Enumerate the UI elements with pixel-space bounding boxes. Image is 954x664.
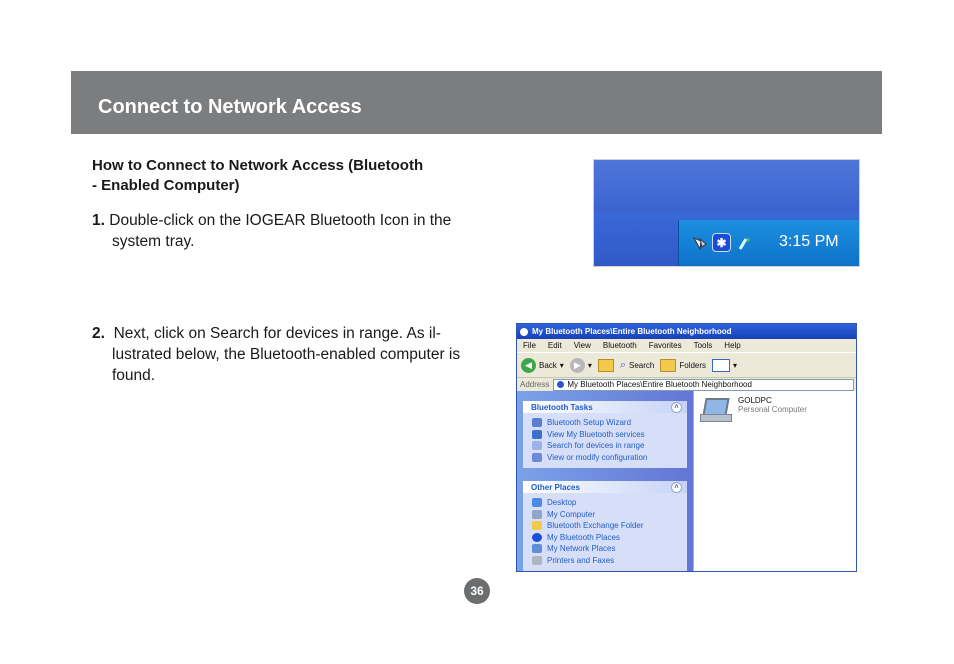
other-places-panel: [523, 481, 687, 571]
task-view-configuration[interactable]: [523, 452, 687, 464]
header-bar: [71, 71, 882, 134]
place-label: My Network Places: [547, 544, 616, 554]
address-input[interactable]: [553, 379, 854, 391]
place-network-places[interactable]: [523, 543, 687, 555]
task-view-services[interactable]: [523, 429, 687, 441]
task-label: View My Bluetooth services: [547, 429, 645, 439]
back-button[interactable]: [521, 358, 564, 373]
forward-arrow-icon: ▶: [570, 358, 585, 373]
menu-favorites[interactable]: Favorites: [648, 341, 682, 350]
folders-icon: [660, 359, 676, 372]
bluetooth-places-icon: [520, 328, 528, 336]
window-title: My Bluetooth Places\Entire Bluetooth Neighborhood: [532, 327, 732, 336]
section-subheading: [92, 156, 482, 196]
place-exchange-folder[interactable]: [523, 520, 687, 532]
toolbar: [517, 352, 856, 377]
back-label: Back: [539, 360, 557, 370]
subheading-line-2: - Enabled Computer): [92, 177, 240, 194]
system-tray-screenshot: [593, 159, 860, 267]
computer-icon: [532, 510, 542, 519]
step-2: [92, 323, 492, 386]
desktop-background: [594, 160, 859, 212]
place-my-computer[interactable]: [523, 509, 687, 521]
task-label: Search for devices in range: [547, 441, 645, 451]
tray-clock: 3:15 PM: [779, 233, 839, 250]
menu-bluetooth[interactable]: Bluetooth: [602, 341, 637, 350]
place-label: My Computer: [547, 509, 596, 519]
menu-edit[interactable]: Edit: [547, 341, 562, 350]
task-label: Bluetooth Setup Wizard: [547, 418, 632, 428]
up-folder-icon: [598, 359, 614, 372]
other-places-title: Other Places: [531, 482, 580, 492]
chevron-down-icon[interactable]: ▾: [559, 360, 564, 370]
folder-icon: [532, 521, 542, 530]
step-1-number: 1.: [92, 212, 105, 229]
task-search-devices[interactable]: [523, 440, 687, 452]
views-icon: [712, 359, 730, 372]
menu-bar: [517, 339, 856, 352]
printer-icon: [532, 556, 542, 565]
network-icon: [532, 544, 542, 553]
search-button[interactable]: [620, 359, 655, 372]
menu-help[interactable]: Help: [724, 341, 741, 350]
views-button[interactable]: [712, 359, 737, 372]
task-setup-wizard[interactable]: [523, 417, 687, 429]
menu-file[interactable]: File: [523, 341, 536, 350]
menu-tools[interactable]: Tools: [693, 341, 713, 350]
bluetooth-icon[interactable]: ✱: [712, 233, 731, 252]
page-number: 36: [464, 578, 490, 604]
configuration-icon: [532, 453, 542, 462]
step-1: [92, 210, 492, 252]
address-value: My Bluetooth Places\Entire Bluetooth Neighborhood: [567, 380, 752, 389]
menu-view[interactable]: View: [573, 341, 591, 350]
device-list: [693, 391, 857, 571]
laptop-icon: [698, 396, 732, 422]
bluetooth-tasks-panel: [523, 401, 687, 468]
notification-area: [678, 220, 860, 266]
place-label: Desktop: [547, 498, 577, 508]
folders-label: Folders: [679, 360, 707, 370]
task-label: View or modify configuration: [547, 452, 648, 462]
step-2-number: 2.: [92, 325, 105, 342]
bluetooth-icon: [532, 533, 542, 542]
connection-icon[interactable]: [735, 234, 752, 251]
other-places-header[interactable]: [523, 481, 687, 493]
device-type: Personal Computer: [738, 405, 807, 414]
subheading-line-1: How to Connect to Network Access (Bluetooth: [92, 157, 424, 174]
step-1-text: Double-click on the IOGEAR Bluetooth Icon in the system tray.: [109, 212, 452, 250]
place-label: My Bluetooth Places: [547, 532, 620, 542]
place-label: Printers and Faxes: [547, 555, 615, 565]
step-2-text: Next, click on Search for devices in range. As il-lustrated below, the Bluetooth-enabled computer is found.: [112, 325, 461, 384]
back-arrow-icon: ◀: [521, 358, 536, 373]
window-content: [517, 391, 856, 571]
place-label: Bluetooth Exchange Folder: [547, 521, 644, 531]
place-desktop[interactable]: [523, 497, 687, 509]
chevron-down-icon[interactable]: ▾: [733, 360, 738, 370]
forward-button[interactable]: [570, 358, 592, 373]
network-icon[interactable]: [691, 234, 708, 251]
place-printers-faxes[interactable]: [523, 555, 687, 567]
services-icon: [532, 430, 542, 439]
wizard-icon: [532, 418, 542, 427]
chevron-down-icon[interactable]: ▾: [587, 360, 592, 370]
up-folder-button[interactable]: [598, 359, 614, 372]
address-bar: [517, 377, 856, 391]
device-item[interactable]: [698, 396, 807, 422]
collapse-icon[interactable]: ˄: [671, 402, 682, 413]
task-pane: [517, 391, 693, 571]
folders-button[interactable]: [660, 359, 706, 372]
desktop-icon: [532, 498, 542, 507]
window-titlebar: [517, 324, 856, 339]
device-name: GOLDPC: [738, 396, 772, 405]
explorer-window-screenshot: [516, 323, 857, 572]
page-title: Connect to Network Access: [98, 96, 362, 118]
place-bluetooth-places[interactable]: [523, 532, 687, 544]
bluetooth-tasks-header[interactable]: [523, 401, 687, 413]
address-label: Address: [520, 380, 550, 389]
bluetooth-places-icon: [557, 381, 564, 388]
search-icon: ⌕: [619, 358, 626, 371]
search-label: Search: [629, 360, 655, 370]
bluetooth-tasks-title: Bluetooth Tasks: [531, 402, 593, 412]
collapse-icon[interactable]: ˄: [671, 482, 682, 493]
search-icon: [532, 441, 542, 450]
